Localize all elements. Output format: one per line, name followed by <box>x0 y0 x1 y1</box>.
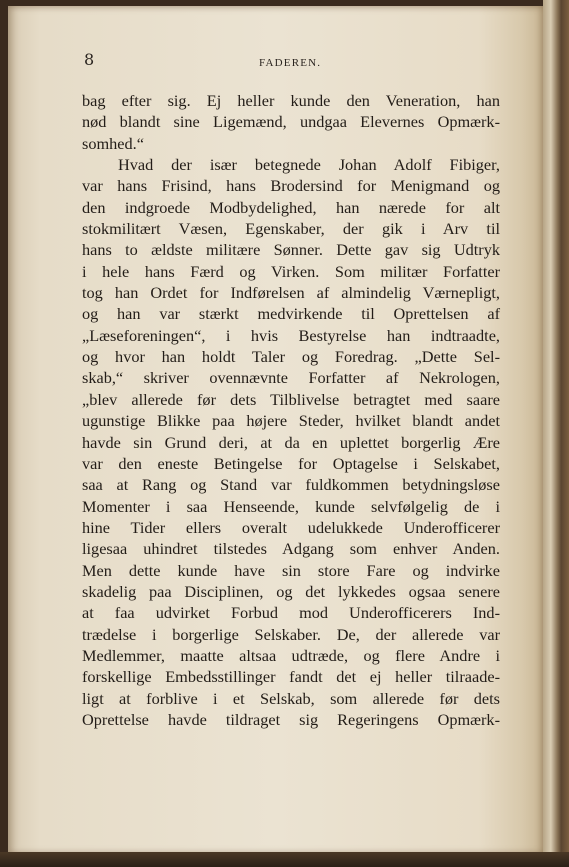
text-line: „blev allerede før dets Tilblivelse betragtet med saare <box>82 389 500 409</box>
text-line: ligt at forblive i et Selskab, som allerede før dets <box>82 688 500 708</box>
text-line: at faa udvirket Forbud mod Underofficerers Ind- <box>82 603 500 623</box>
text-line: forskellige Embedsstillinger fandt det ej heller tilraade- <box>82 667 500 687</box>
text-line: stokmilitært Væsen, Egenskaber, der gik i Arv til <box>82 219 500 239</box>
text-line: havde sin Grund deri, at da en uplettet borgerlig Ære <box>82 432 500 452</box>
text-line: bag efter sig. Ej heller kunde den Veneration, han <box>82 91 500 110</box>
text-line: Men dette kunde have sin store Fare og indvirke <box>82 560 500 580</box>
text-line: skadelig paa Disciplinen, og det lykkedes ogsaa senere <box>82 581 500 601</box>
text-line: Momenter i saa Henseende, kunde selvfølgelig de i <box>82 496 500 516</box>
book-spine <box>543 0 569 867</box>
text-line: tog han Ordet for Indførelsen af almindelig Værnepligt, <box>82 283 500 303</box>
text-line: i hele hans Færd og Virken. Som militær Forfatter <box>82 261 500 281</box>
page-header <box>84 50 494 70</box>
text-line: „Læseforeningen“, i hvis Bestyrelse han indtraadte, <box>82 325 500 345</box>
text-line: nød blandt sine Ligemænd, undgaa Elevernes Opmærk- <box>82 112 500 132</box>
text-line: Medlemmer, maatte altsaa udtræde, og flere Andre i <box>82 645 500 665</box>
book-bottom-edge <box>0 852 569 867</box>
page-number: 8 <box>84 50 95 69</box>
running-head: FADEREN. <box>259 57 322 69</box>
text-line: saa at Rang og Stand var fuldkommen betydningsløse <box>82 475 500 495</box>
text-line: ligesaa uhindret tilstedes Adgang som enhver Anden. <box>82 539 500 559</box>
body-text <box>82 90 500 730</box>
text-line: den indgroede Modbydelighed, han nærede for alt <box>82 197 500 217</box>
text-line: ugunstige Blikke paa højere Steder, hvilket blandt andet <box>82 411 500 431</box>
text-line: var hans Frisind, hans Brodersind for Menigmand og <box>82 176 500 196</box>
text-line: og hvor han holdt Taler og Foredrag. „Dette Sel- <box>82 347 500 367</box>
text-line: hine Tider ellers overalt udelukkede Underofficerer <box>82 517 500 537</box>
text-line: og han var stærkt medvirkende til Oprettelsen af <box>82 304 500 324</box>
text-line: hans to ældste militære Sønner. Dette gav sig Udtryk <box>82 240 500 260</box>
text-line: skab,“ skriver ovennævnte Forfatter af Nekrologen, <box>82 368 500 388</box>
text-line: var den eneste Betingelse for Optagelse i Selskabet, <box>82 453 500 473</box>
text-line: Oprettelse havde tildraget sig Regeringens Opmærk- <box>82 709 500 729</box>
text-line: Hvad der især betegnede Johan Adolf Fibiger, <box>118 155 500 175</box>
text-line: somhed.“ <box>82 133 144 153</box>
text-line: trædelse i borgerlige Selskaber. De, der allerede var <box>82 624 500 644</box>
